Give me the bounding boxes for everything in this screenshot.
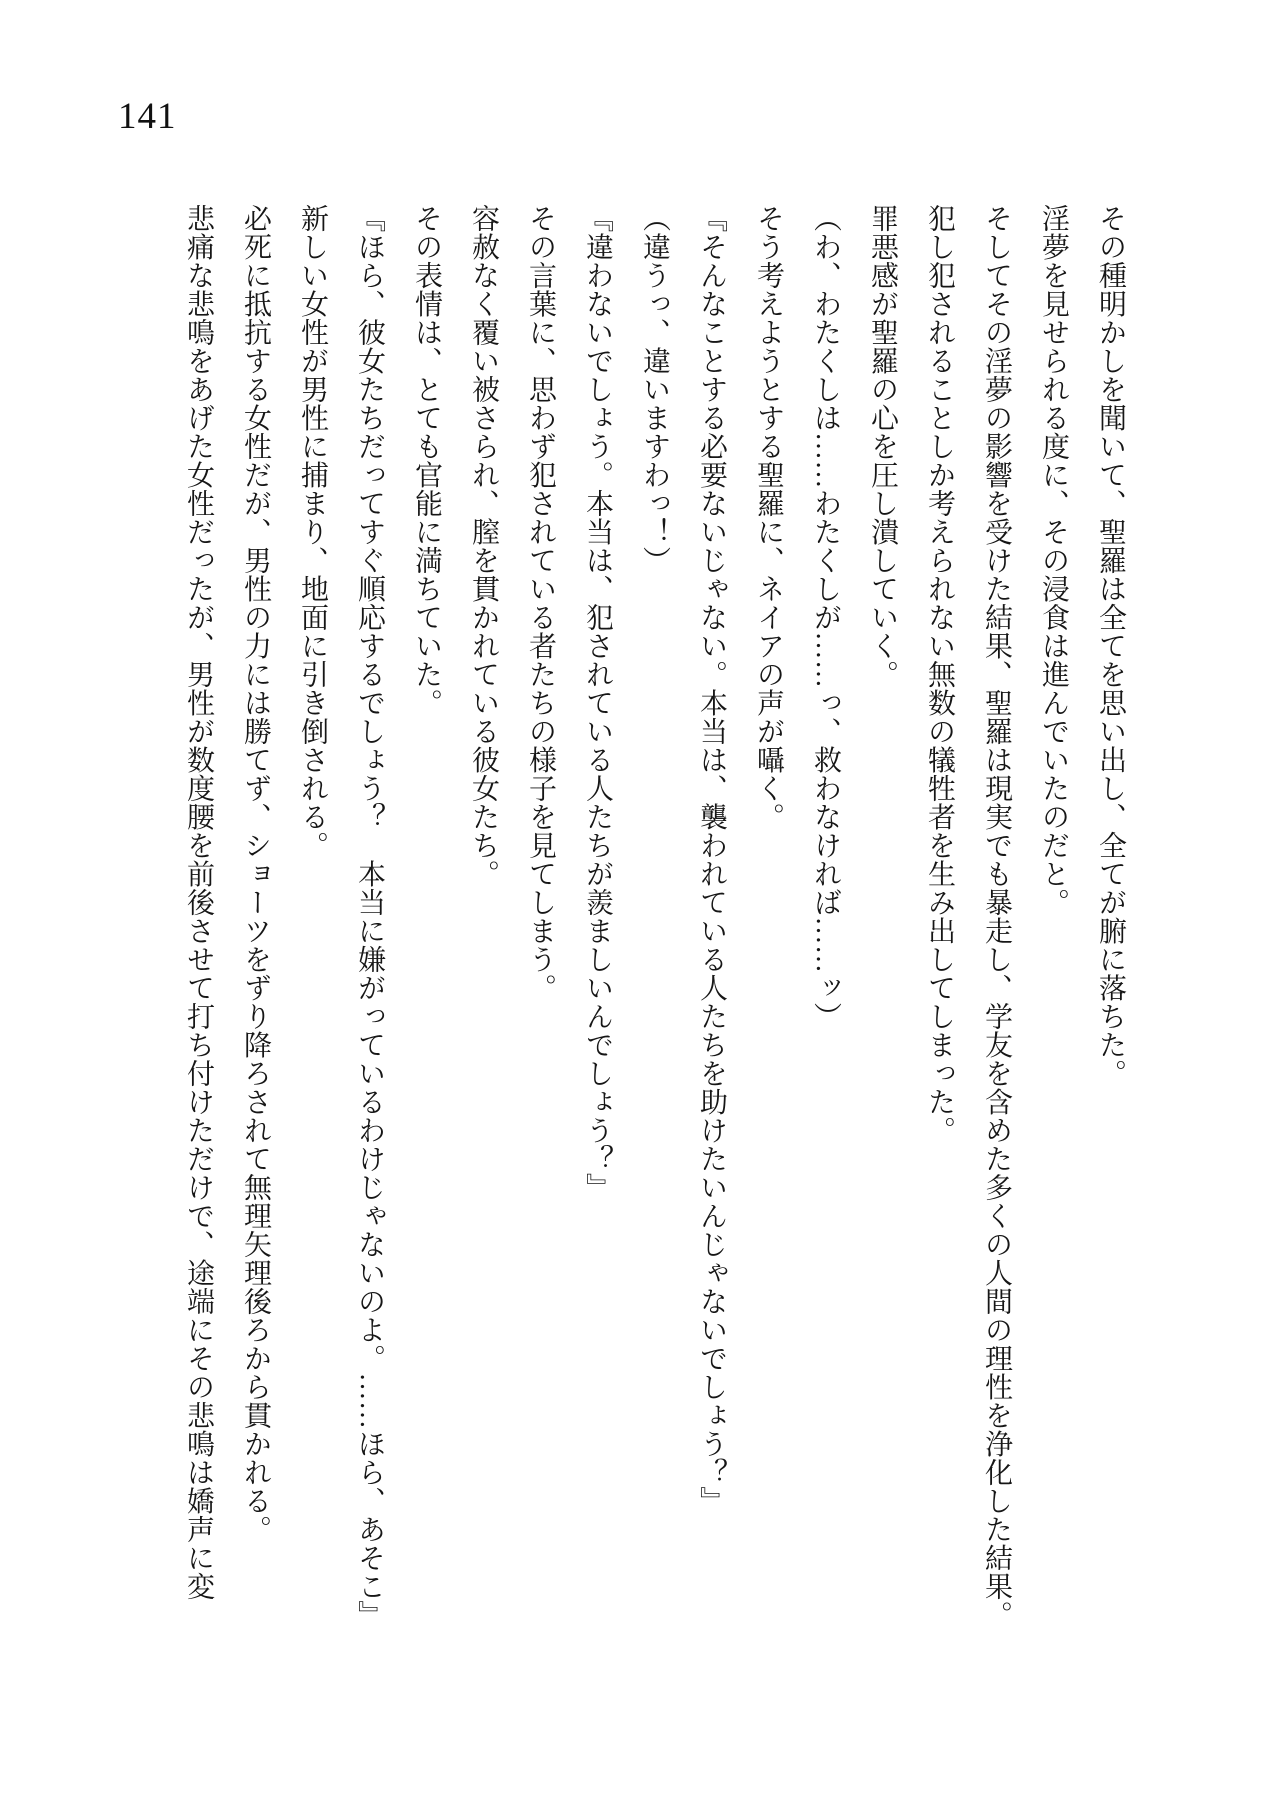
page-number: 141 bbox=[118, 96, 177, 137]
text-column: 必死に抵抗する女性だが、男性の力には勝てず、ショーツをずり降ろされて無理矢理後ろから貫かれる。 bbox=[240, 204, 271, 1544]
text-column: 『違わないでしょう。本当は、犯されている人たちが羨ましいんでしょう？』 bbox=[582, 204, 613, 1202]
text-column: 犯し犯されることしか考えられない無数の犠牲者を生み出してしまった。 bbox=[924, 204, 955, 1145]
text-column: （わ、わたくしは……わたくしが……っ、救わなければ……ッ） bbox=[810, 204, 841, 1031]
text-column: その表情は、とても官能に満ちていた。 bbox=[411, 204, 442, 717]
text-column: そう考えようとする聖羅に、ネイアの声が囁く。 bbox=[753, 204, 784, 831]
text-column: 罪悪感が聖羅の心を圧し潰していく。 bbox=[867, 204, 898, 689]
text-column: 『ほら、彼女たちだってすぐ順応するでしょう？ 本当に嫌がっているわけじゃないのよ。……ほら、あそこ』 bbox=[354, 204, 385, 1629]
text-column: そしてその淫夢の影響を受けた結果、聖羅は現実でも暴走し、学友を含めた多くの人間の理性を浄化した結果。 bbox=[981, 204, 1012, 1629]
text-column: 悲痛な悲鳴をあげた女性だったが、男性が数度腰を前後させて打ち付けただけで、途端にその悲鳴は嬌声に変 bbox=[183, 204, 214, 1601]
vertical-text-block bbox=[170, 204, 1139, 1664]
text-column: （違うっ、違いますわっ！） bbox=[639, 204, 670, 575]
text-column: その種明かしを聞いて、聖羅は全てを思い出し、全てが腑に落ちた。 bbox=[1095, 204, 1126, 1088]
text-column: その言葉に、思わず犯されている者たちの様子を見てしまう。 bbox=[525, 204, 556, 1002]
text-column: 新しい女性が男性に捕まり、地面に引き倒される。 bbox=[297, 204, 328, 860]
text-column: 『そんなことする必要ないじゃない。本当は、襲われている人たちを助けたいんじゃないでしょう？』 bbox=[696, 204, 727, 1515]
text-column: 淫夢を見せられる度に、その浸食は進んでいたのだと。 bbox=[1038, 204, 1069, 917]
text-column: 容赦なく覆い被さられ、膣を貫かれている彼女たち。 bbox=[468, 204, 499, 888]
